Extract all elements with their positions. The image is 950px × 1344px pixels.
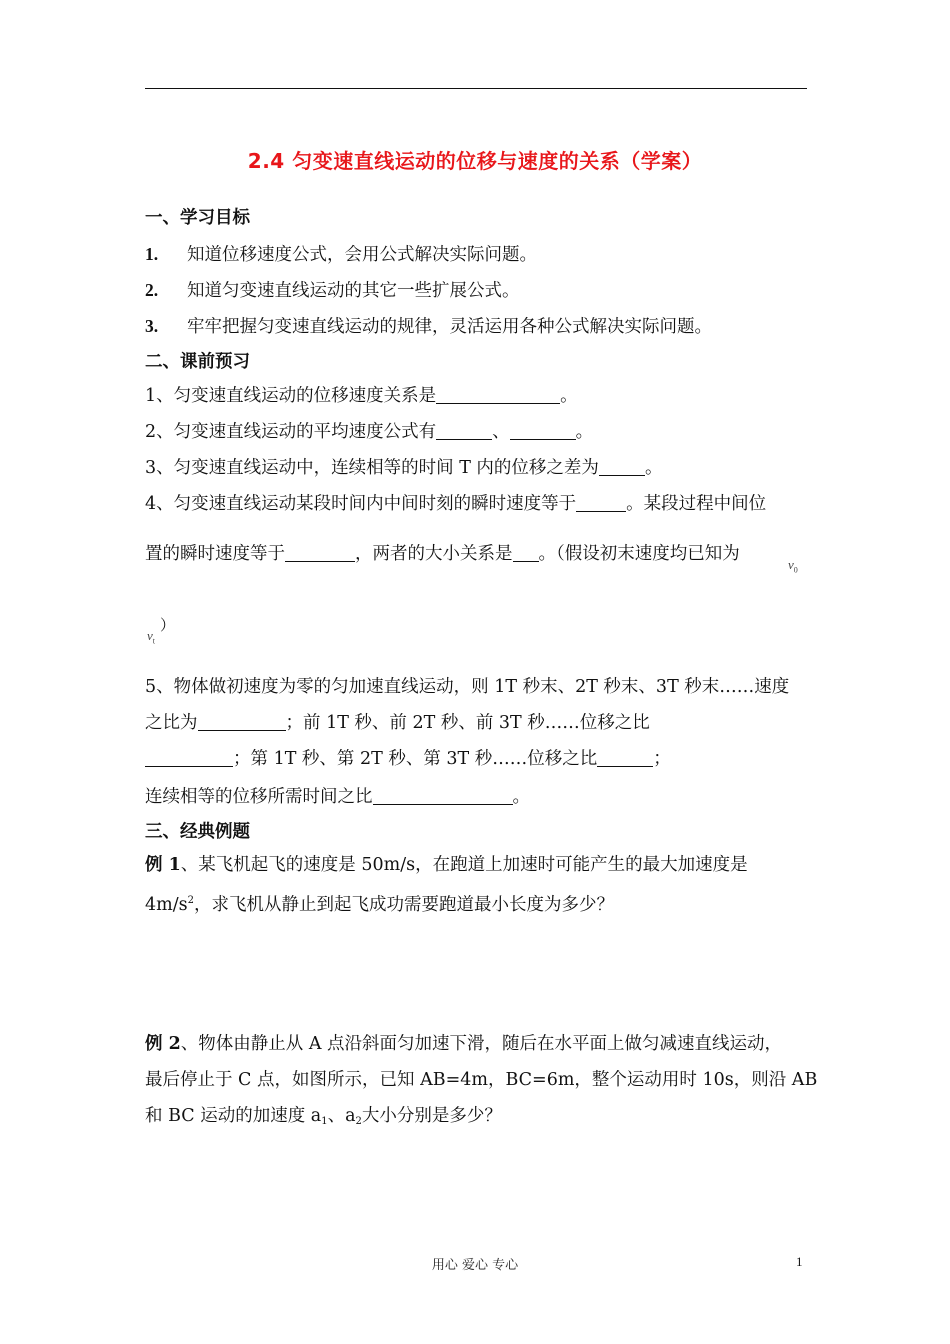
vt-symbol: $v_t$ — [147, 628, 156, 646]
section-heading-preview: 二、课前预习 — [145, 352, 250, 372]
question-text: 4、匀变速直线运动某段时间内中间时刻的瞬时速度等于 — [145, 494, 577, 514]
goal-text: 知道位移速度公式，会用公式解决实际问题。 — [187, 245, 537, 265]
page-number: 1 — [796, 1254, 803, 1269]
answer-blank[interactable] — [145, 748, 233, 767]
answer-blank[interactable] — [285, 543, 355, 562]
page-title: 2.4 匀变速直线运动的位移与速度的关系（学案） — [247, 149, 703, 173]
answer-blank[interactable] — [513, 543, 539, 562]
goal-text: 牢牢把握匀变速直线运动的规律，灵活运用各种公式解决实际问题。 — [187, 317, 712, 337]
example-2-line-3 — [145, 1104, 502, 1134]
answer-blank[interactable] — [436, 385, 560, 404]
preview-question-3 — [145, 456, 662, 480]
question-text: ； — [653, 749, 671, 769]
example-1-line-2 — [145, 889, 614, 917]
answer-blank[interactable] — [599, 457, 645, 476]
example-1-line-1 — [145, 853, 748, 877]
example-2-line-1 — [145, 1032, 782, 1056]
question-text: 连续相等的位移所需时间之比 — [145, 787, 373, 807]
question-text: 。 — [512, 787, 530, 807]
answer-blank[interactable] — [436, 421, 492, 440]
section-heading-examples: 三、经典例题 — [145, 822, 250, 842]
goal-number: 1. — [145, 244, 159, 264]
example-text: 4m/s — [145, 894, 188, 915]
example-label: 例 1 — [145, 855, 181, 875]
question-text: ；前 1T 秒、前 2T 秒、前 3T 秒……位移之比 — [285, 713, 650, 733]
answer-blank[interactable] — [198, 712, 286, 731]
example-2-line-2: 最后停止于 C 点，如图所示，已知 AB=4m，BC=6m，整个运动用时 10s，则沿 AB — [145, 1070, 818, 1090]
preview-question-5-line-1: 5、物体做初速度为零的匀加速直线运动，则 1T 秒末、2T 秒末、3T 秒末……速度 — [145, 677, 790, 697]
answer-blank[interactable] — [576, 493, 626, 512]
question-text: 。某段过程中间位 — [626, 494, 767, 514]
question-text: 之比为 — [145, 713, 198, 733]
question-text: 。 — [644, 458, 663, 478]
question-text: 。（假设初末速度均已知为 — [538, 544, 740, 564]
v0-symbol: $v_0$ — [788, 557, 798, 575]
answer-blank[interactable] — [373, 786, 513, 805]
question-text: 2、匀变速直线运动的平均速度公式有 — [145, 422, 437, 442]
question-text: 置的瞬时速度等于 — [145, 544, 285, 564]
question-text: 3、匀变速直线运动中，连续相等的时间 T 内的位移之差为 — [145, 458, 599, 478]
example-text: ，求飞机从静止到起飞成功需要跑道最小长度为多少？ — [193, 894, 614, 915]
preview-question-5-line-2 — [145, 711, 650, 735]
question-text: 。 — [575, 422, 594, 442]
question-text: ，两者的大小关系是 — [355, 544, 513, 564]
superscript: 2 — [187, 895, 194, 906]
preview-question-2 — [145, 420, 593, 444]
example-text: 、a — [327, 1106, 356, 1126]
closing-paren: ） — [160, 616, 176, 634]
preview-question-5-line-4 — [145, 785, 530, 809]
section-heading-goals: 一、学习目标 — [145, 208, 250, 228]
question-text: 1、匀变速直线运动的位移速度关系是 — [145, 386, 437, 406]
question-text: 、 — [492, 422, 510, 442]
example-text: 、物体由静止从 A 点沿斜面匀加速下滑，随后在水平面上做匀减速直线运动， — [180, 1034, 783, 1054]
example-text: 大小分别是多少？ — [361, 1106, 502, 1126]
goal-number: 2. — [145, 280, 159, 300]
question-text: 。 — [560, 386, 578, 406]
subscript: 1 — [321, 1116, 328, 1127]
footer-motto: 用心 爱心 专心 — [431, 1258, 519, 1273]
preview-question-4-line-1 — [145, 492, 766, 516]
answer-blank[interactable] — [510, 421, 576, 440]
question-text: ；第 1T 秒、第 2T 秒、第 3T 秒……位移之比 — [233, 749, 598, 769]
goal-number: 3. — [145, 316, 159, 336]
answer-blank[interactable] — [597, 748, 653, 767]
preview-question-4-line-2 — [145, 542, 740, 566]
preview-question-1 — [145, 384, 578, 408]
subscript: 2 — [355, 1116, 362, 1127]
header-rule — [145, 88, 807, 89]
example-text: 、某飞机起飞的速度是 50m/s，在跑道上加速时可能产生的最大加速度是 — [180, 855, 748, 875]
example-label: 例 2 — [145, 1034, 181, 1054]
goal-item-2 — [145, 278, 520, 303]
goal-text: 知道匀变速直线运动的其它一些扩展公式。 — [187, 281, 520, 301]
example-text: 和 BC 运动的加速度 a — [145, 1106, 322, 1126]
preview-question-5-line-3 — [145, 747, 671, 771]
goal-item-3 — [145, 314, 712, 339]
goal-item-1 — [145, 242, 537, 267]
